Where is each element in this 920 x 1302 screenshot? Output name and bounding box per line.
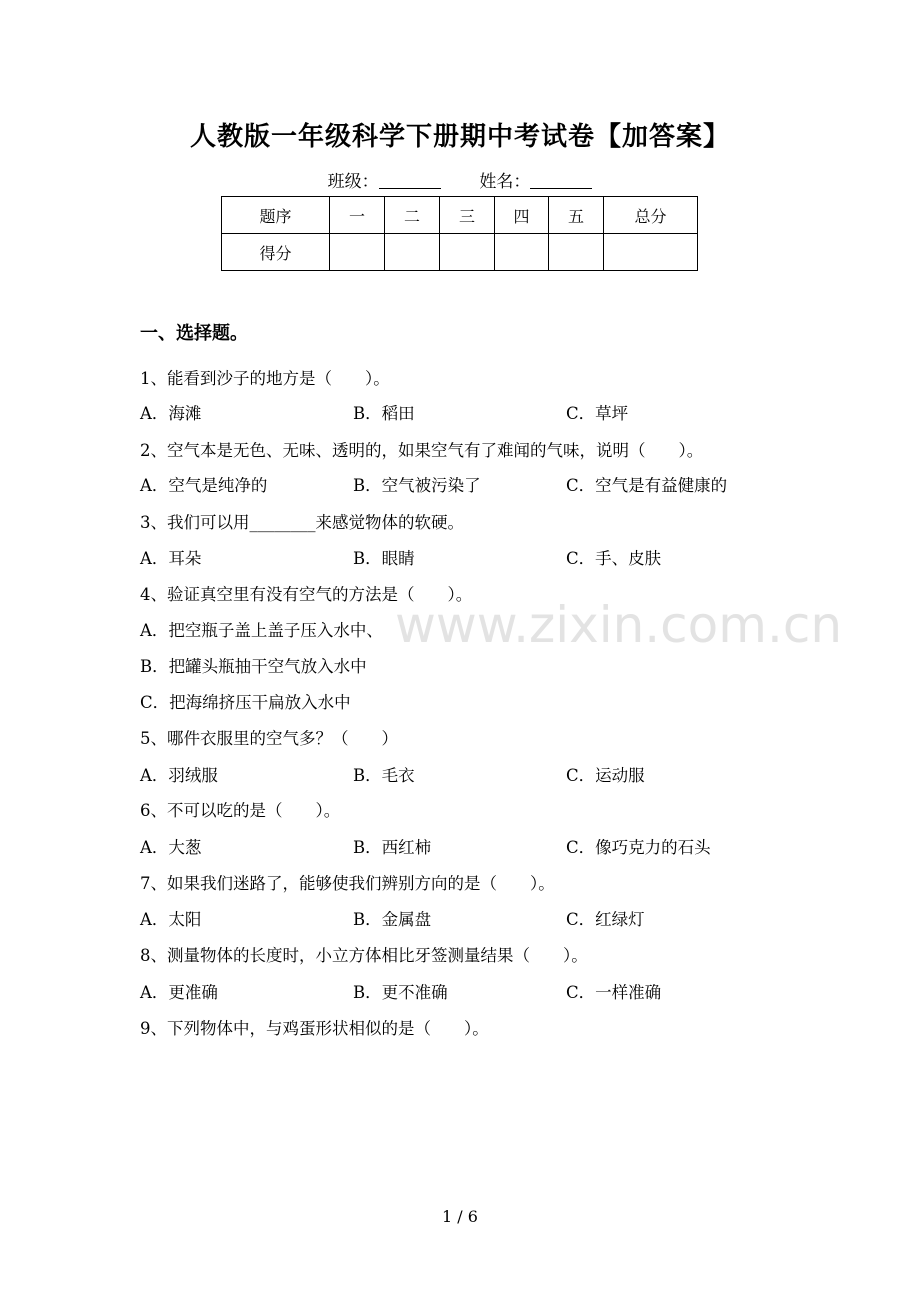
score-cell[interactable] xyxy=(330,234,385,271)
question-4: 4、验证真空里有没有空气的方法是（ ）。 xyxy=(140,585,473,604)
q7-option-c[interactable]: C．红绿灯 xyxy=(566,910,645,929)
q1-option-b[interactable]: B．稻田 xyxy=(353,404,415,423)
q8-option-c[interactable]: C．一样准确 xyxy=(566,983,662,1002)
question-8: 8、测量物体的长度时，小立方体相比牙签测量结果（ ）。 xyxy=(140,946,588,965)
q4-option-b[interactable]: B．把罐头瓶抽干空气放入水中 xyxy=(140,657,367,676)
student-info-line xyxy=(0,167,920,192)
header-cell-5: 五 xyxy=(549,197,604,234)
header-cell-4: 四 xyxy=(495,197,549,234)
header-cell-2: 二 xyxy=(385,197,440,234)
score-table xyxy=(221,196,698,271)
q1-option-c[interactable]: C．草坪 xyxy=(566,404,629,423)
q4-option-a[interactable]: A．把空瓶子盖上盖子压入水中、 xyxy=(140,621,383,640)
header-cell-total: 总分 xyxy=(604,197,698,234)
name-blank[interactable] xyxy=(530,170,592,189)
score-cell[interactable] xyxy=(385,234,440,271)
header-cell-3: 三 xyxy=(440,197,495,234)
q2-option-a[interactable]: A．空气是纯净的 xyxy=(140,476,268,495)
score-row-label: 得分 xyxy=(222,234,330,271)
q7-option-a[interactable]: A．太阳 xyxy=(140,910,202,929)
q1-option-a[interactable]: A．海滩 xyxy=(140,404,202,423)
q7-option-b[interactable]: B．金属盘 xyxy=(353,910,432,929)
score-cell[interactable] xyxy=(440,234,495,271)
question-6: 6、不可以吃的是（ ）。 xyxy=(140,801,341,820)
header-cell-1: 一 xyxy=(330,197,385,234)
question-1: 1、能看到沙子的地方是（ ）。 xyxy=(140,369,390,388)
question-5: 5、哪件衣服里的空气多？（ ） xyxy=(140,729,398,748)
q6-option-b[interactable]: B．西红柿 xyxy=(353,838,432,857)
q2-option-b[interactable]: B．空气被污染了 xyxy=(353,476,481,495)
question-9: 9、下列物体中，与鸡蛋形状相似的是（ ）。 xyxy=(140,1019,489,1038)
class-blank[interactable] xyxy=(379,170,441,189)
class-label: 班级： xyxy=(327,172,379,192)
score-table-header-row xyxy=(222,197,698,234)
score-cell[interactable] xyxy=(495,234,549,271)
name-label: 姓名： xyxy=(479,172,531,192)
question-2: 2、空气本是无色、无味、透明的，如果空气有了难闻的气味，说明（ ）。 xyxy=(140,441,704,460)
q3-option-a[interactable]: A．耳朵 xyxy=(140,549,202,568)
q8-option-a[interactable]: A．更准确 xyxy=(140,983,218,1002)
q6-option-a[interactable]: A．大葱 xyxy=(140,838,202,857)
q6-option-c[interactable]: C．像巧克力的石头 xyxy=(566,838,711,857)
q5-option-a[interactable]: A．羽绒服 xyxy=(140,766,218,785)
score-cell[interactable] xyxy=(549,234,604,271)
q4-option-c[interactable]: C．把海绵挤压干扁放入水中 xyxy=(140,693,351,712)
q3-option-c[interactable]: C．手、皮肤 xyxy=(566,549,662,568)
score-cell-total[interactable] xyxy=(604,234,698,271)
page-number: 1 / 6 xyxy=(442,1207,478,1226)
score-table-score-row xyxy=(222,234,698,271)
header-cell-order: 题序 xyxy=(222,197,330,234)
q5-option-b[interactable]: B．毛衣 xyxy=(353,766,415,785)
q8-option-b[interactable]: B．更不准确 xyxy=(353,983,448,1002)
question-3: 3、我们可以用________来感觉物体的软硬。 xyxy=(140,513,464,532)
document-title: 人教版一年级科学下册期中考试卷【加答案】 xyxy=(189,122,730,152)
q5-option-c[interactable]: C．运动服 xyxy=(566,766,645,785)
q2-option-c[interactable]: C．空气是有益健康的 xyxy=(566,476,728,495)
question-7: 7、如果我们迷路了，能够使我们辨别方向的是（ ）。 xyxy=(140,874,555,893)
watermark: www.zixin.com.cn xyxy=(395,596,843,654)
section-title-choice: 一、选择题。 xyxy=(140,323,248,344)
q3-option-b[interactable]: B．眼睛 xyxy=(353,549,415,568)
